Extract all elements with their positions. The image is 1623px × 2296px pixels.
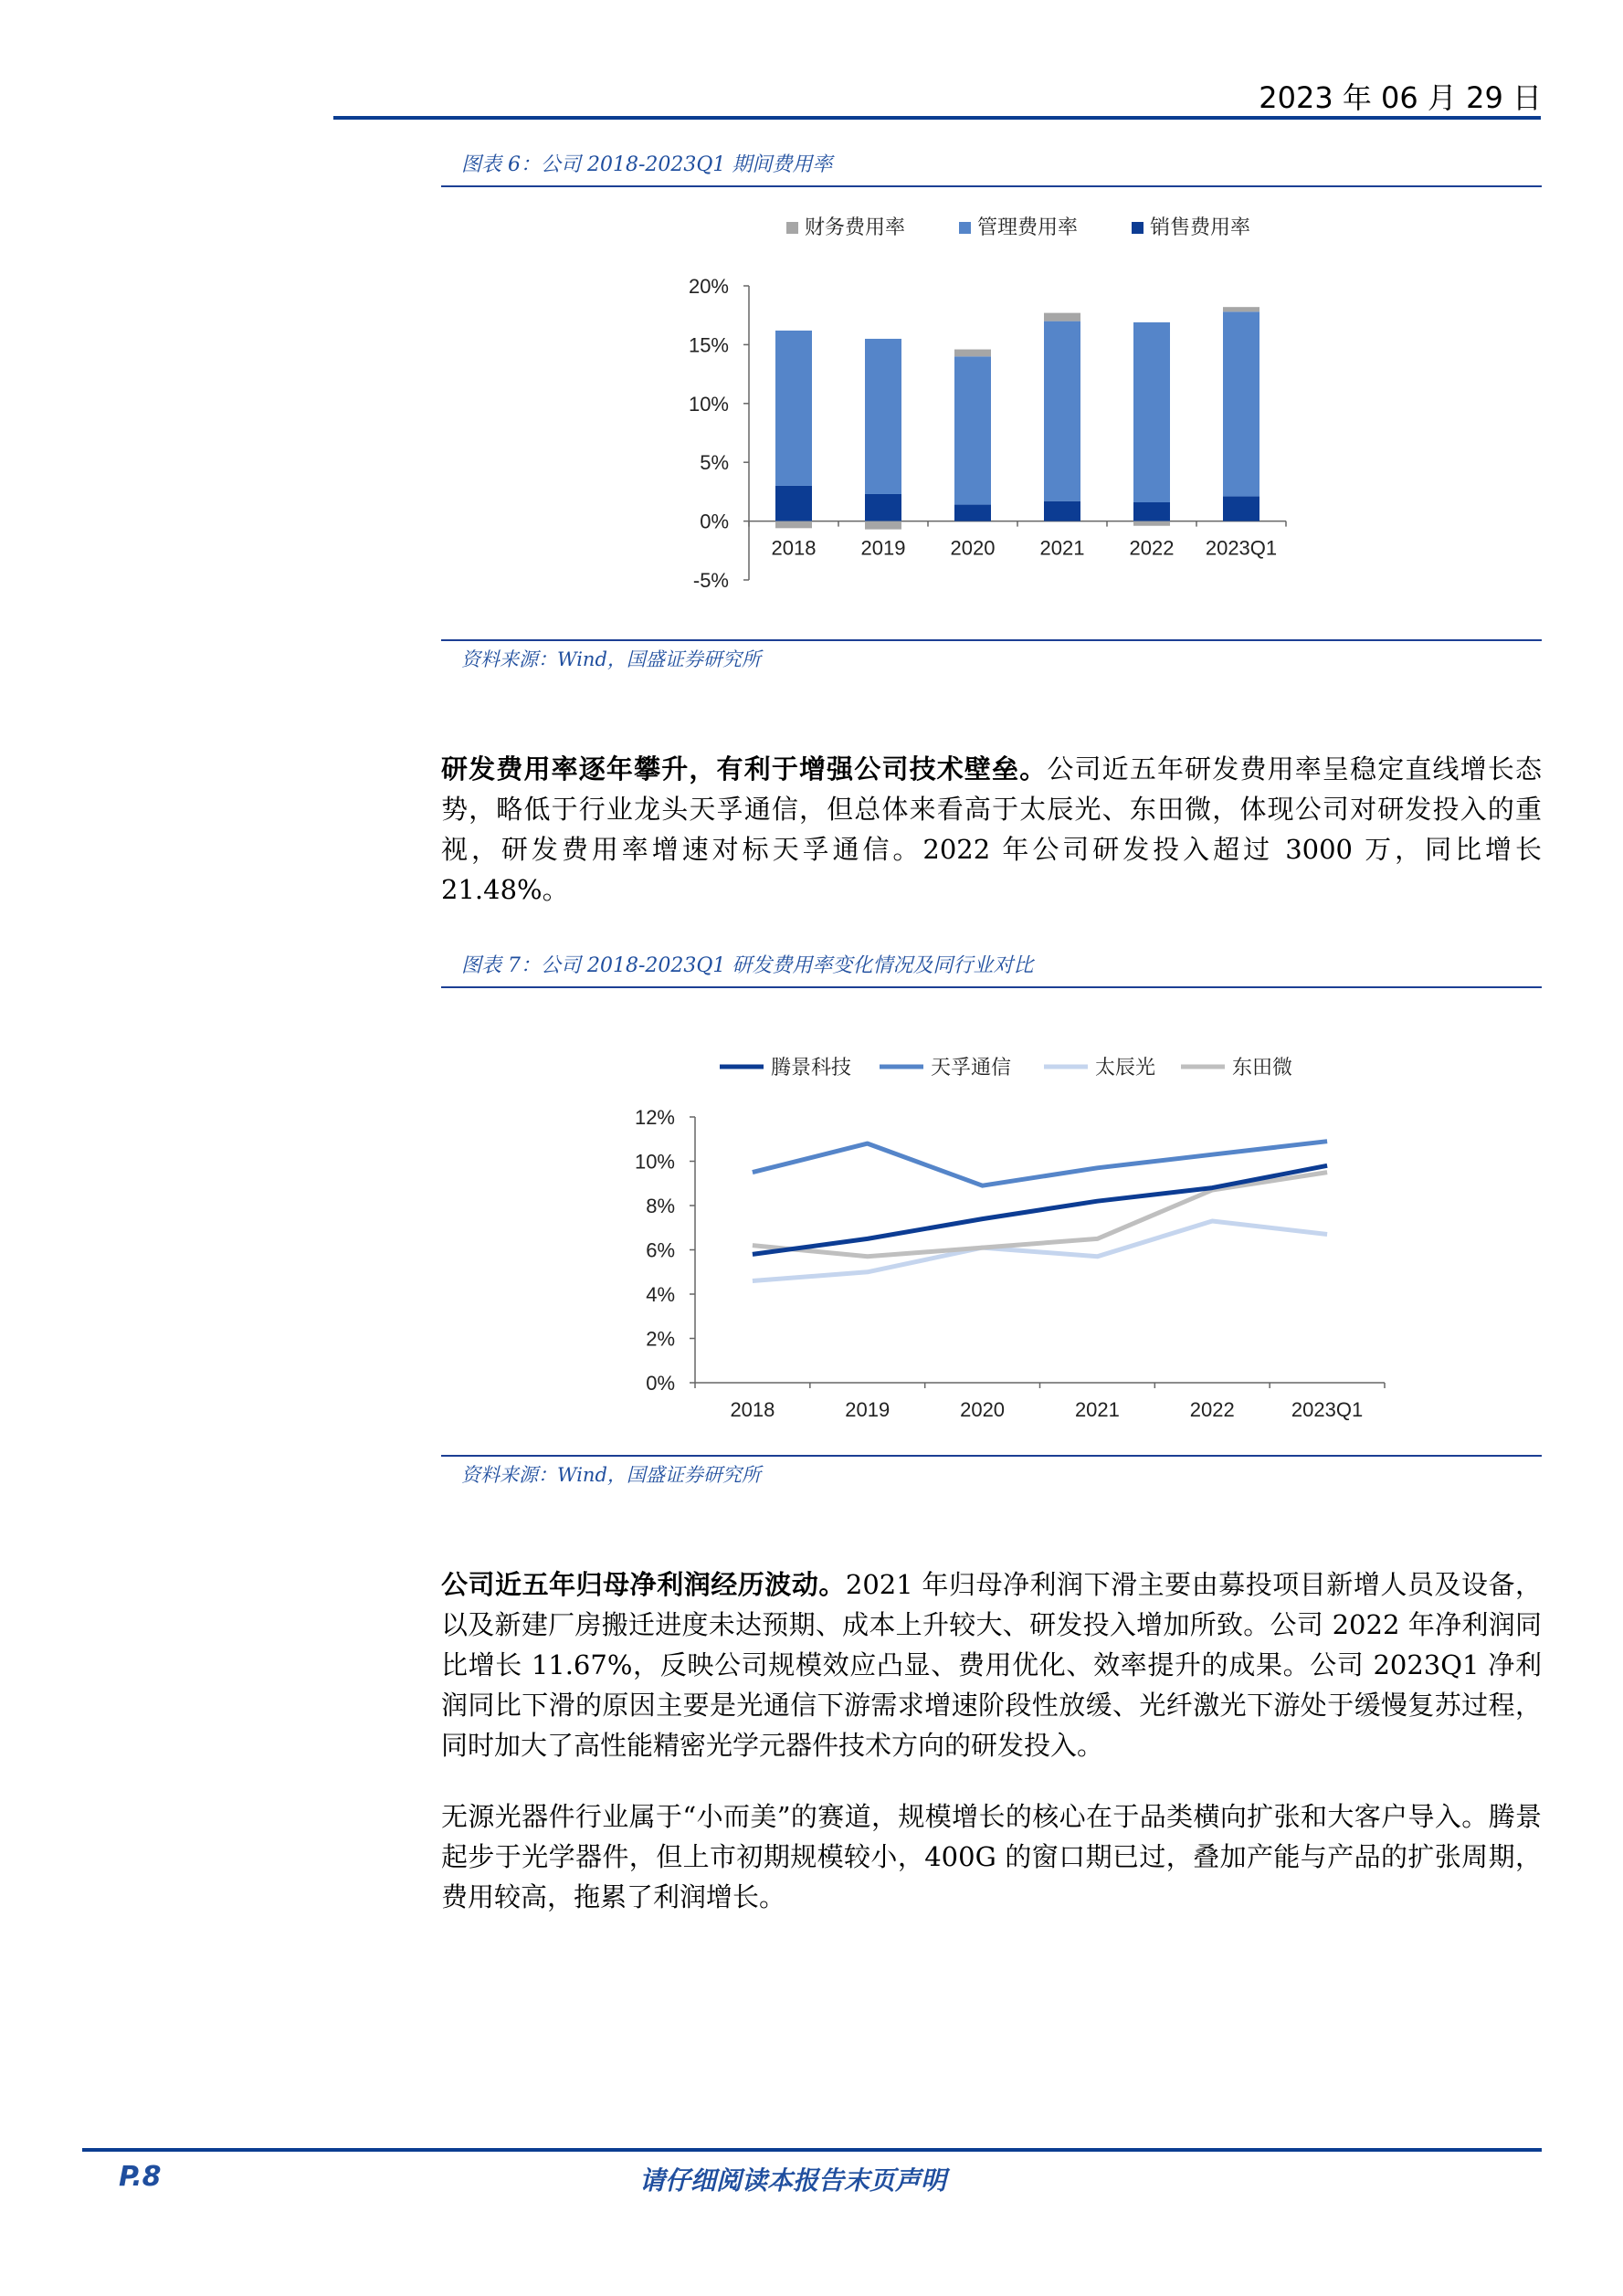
paragraph-rd-expense [441, 749, 1542, 910]
bar-finance [1223, 307, 1259, 311]
bar-sales [954, 505, 991, 521]
x-tick-label: 2022 [1189, 1398, 1235, 1421]
legend-label: 腾景科技 [771, 1057, 852, 1080]
y-tick-label: 15% [688, 333, 729, 357]
legend-swatch [786, 222, 798, 234]
y-tick-label: 2% [646, 1327, 675, 1351]
figure7-bottom-rule [441, 1455, 1542, 1457]
y-tick-label: 8% [646, 1195, 675, 1217]
bar-admin [1223, 311, 1259, 496]
report-date: 2023 年 06 月 29 日 [1259, 80, 1542, 115]
paragraph-rd-lead: 研发费用率逐年攀升，有利于增强公司技术壁垒。 [441, 753, 1048, 785]
figure7-chart [441, 995, 1542, 1452]
bar-admin [1133, 322, 1170, 502]
paragraph-net-profit-body: 2021 年归母净利润下滑主要由募投项目新增人员及设备，以及新建厂房搬迁进度未达预期、成本上升较大、研发投入增加所致。公司 2022 年净利润同比增长 11.67%，反映公司规模效应凸显、费用优化、效率提升的成果。公司 2023Q1 净利润同比下滑的原因主要是光通信下游需求增速阶段性放缓、光纤激光下游处于缓慢复苏过程，同时加大了高性能精密光学元器件技术方向的研发投入。 [441, 1569, 1542, 1761]
y-tick-label: 6% [646, 1238, 675, 1262]
legend-label: 财务费用率 [805, 216, 906, 239]
bar-sales [775, 486, 812, 521]
figure6-title: 图表 6：公司 2018-2023Q1 期间费用率 [461, 153, 833, 176]
x-tick-label: 2022 [1129, 536, 1175, 560]
paragraph-rd-body: 公司近五年研发费用率呈稳定直线增长态势，略低于行业龙头天孚通信，但总体来看高于太辰光、东田微，体现公司对研发投入的重视，研发费用率增速对标天孚通信。2022 年公司研发投入超过 3000 万，同比增长 21.48%。 [441, 753, 1542, 905]
series-line [753, 1142, 1327, 1186]
y-tick-label: 20% [688, 275, 729, 298]
x-tick-label: 2020 [950, 536, 996, 560]
x-tick-label: 2019 [845, 1398, 891, 1421]
y-tick-label: 10% [688, 392, 729, 416]
legend-label: 太辰光 [1095, 1057, 1156, 1080]
x-tick-label: 2020 [960, 1398, 1006, 1421]
x-tick-label: 2018 [771, 536, 817, 560]
legend-swatch [959, 222, 971, 234]
x-tick-label: 2021 [1074, 1398, 1120, 1421]
paragraph-industry: 无源光器件行业属于“小而美”的赛道，规模增长的核心在于品类横向扩张和大客户导入。腾景起步于光学器件，但上市初期规模较小，400G 的窗口期已过，叠加产能与产品的扩张周期，费用较高，拖累了利润增长。 [441, 1801, 1542, 1912]
legend-label: 天孚通信 [931, 1057, 1012, 1080]
figure7-legend [720, 1057, 1292, 1080]
y-tick-label: 12% [634, 1106, 675, 1129]
series-line [753, 1221, 1327, 1281]
figure6-legend [786, 216, 1250, 239]
header-rule [333, 116, 1541, 120]
bar-sales [1223, 497, 1259, 521]
bar-admin [865, 339, 901, 494]
bar-sales [1044, 501, 1080, 521]
bar-sales [1133, 502, 1170, 521]
x-tick-label: 2023Q1 [1205, 536, 1278, 560]
bar-finance [865, 521, 901, 530]
bar-finance [775, 521, 812, 529]
page-number: P.8 [119, 2161, 162, 2193]
y-tick-label: 10% [634, 1150, 675, 1174]
legend-swatch [1132, 222, 1143, 234]
bar-admin [1044, 321, 1080, 501]
y-tick-label: 4% [646, 1283, 675, 1306]
figure6-top-rule [441, 185, 1542, 187]
x-tick-label: 2018 [730, 1398, 775, 1421]
paragraph-net-profit-lead: 公司近五年归母净利润经历波动。 [441, 1569, 846, 1600]
x-tick-label: 2023Q1 [1291, 1398, 1364, 1421]
figure7-top-rule [441, 986, 1542, 988]
figure7-plot [635, 1106, 1385, 1421]
bar-admin [775, 331, 812, 486]
y-tick-label: 0% [646, 1372, 675, 1395]
x-tick-label: 2021 [1039, 536, 1085, 560]
y-tick-label: 5% [700, 451, 729, 475]
figure6-chart [441, 192, 1542, 630]
bar-finance [1044, 313, 1080, 321]
footer-rule [82, 2148, 1542, 2152]
legend-label: 东田微 [1232, 1057, 1293, 1080]
figure6-plot [689, 275, 1286, 592]
paragraph-net-profit [441, 1564, 1542, 1765]
x-tick-label: 2019 [860, 536, 906, 560]
bar-admin [954, 356, 991, 504]
y-tick-label: -5% [692, 569, 729, 592]
disclaimer-note: 请仔细阅读本报告末页声明 [639, 2165, 947, 2196]
legend-label: 管理费用率 [977, 216, 1079, 239]
bar-sales [865, 494, 901, 521]
legend-label: 销售费用率 [1150, 216, 1251, 239]
figure6-bottom-rule [441, 639, 1542, 641]
bar-finance [1133, 521, 1170, 526]
figure7-source: 资料来源：Wind，国盛证券研究所 [461, 1464, 761, 1486]
bar-finance [954, 350, 991, 357]
figure6-source: 资料来源：Wind，国盛证券研究所 [461, 648, 761, 670]
y-tick-label: 0% [700, 510, 729, 533]
figure7-title: 图表 7：公司 2018-2023Q1 研发费用率变化情况及同行业对比 [461, 954, 1034, 977]
